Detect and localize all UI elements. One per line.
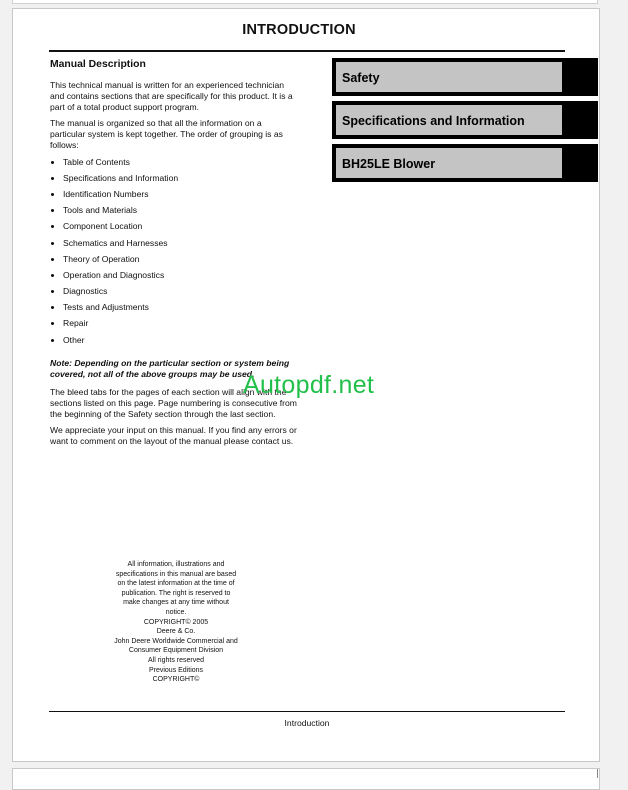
- tab-label: Specifications and Information: [342, 114, 525, 128]
- list-item: Component Location: [50, 221, 298, 237]
- copyright-line: Consumer Equipment Division: [128, 647, 224, 655]
- list-item: Diagnostics: [50, 286, 298, 302]
- list-item: Tools and Materials: [50, 205, 298, 221]
- copyright-line: make changes at any time without: [123, 599, 229, 607]
- feedback-paragraph: We appreciate your input on this manual. If you find any errors or want to comment on the layout of the manual please contact us.: [50, 425, 297, 447]
- copyright-line: specifications in this manual are based: [115, 570, 237, 578]
- copyright-line: publication. The right is reserved to: [121, 589, 231, 597]
- tab-label: Safety: [342, 71, 380, 85]
- tab-specifications-and-information[interactable]: [332, 101, 598, 139]
- list-item: Identification Numbers: [50, 189, 298, 205]
- page-title: INTRODUCTION: [242, 22, 356, 38]
- title-rule: [49, 50, 565, 52]
- list-item: Tests and Adjustments: [50, 302, 298, 318]
- page-gutter: [600, 12, 628, 752]
- copyright-line: notice.: [165, 608, 187, 616]
- copyright-line: COPYRIGHT© 2005: [143, 618, 209, 626]
- bleed-tabs-paragraph: The bleed tabs for the pages of each section will align with the sections listed on this page. Page numbering is consecutive from the beginning of the Safety section through the last section.: [50, 387, 297, 420]
- copyright-line: Deere & Co.: [156, 628, 196, 636]
- list-item: Specifications and Information: [50, 173, 298, 189]
- group-list: [50, 157, 298, 351]
- list-item: Other: [50, 335, 298, 351]
- list-item: Repair: [50, 318, 298, 334]
- copyright-line: John Deere Worldwide Commercial and: [114, 637, 238, 645]
- list-item: Table of Contents: [50, 157, 298, 173]
- tab-safety[interactable]: [332, 58, 598, 96]
- note-paragraph: Note: Depending on the particular section or system being covered, not all of the above groups may be used.: [50, 357, 290, 379]
- copyright-line: All information, illustrations and: [127, 561, 225, 568]
- tab-label: BH25LE Blower: [342, 157, 436, 171]
- list-item: Theory of Operation: [50, 254, 298, 270]
- copyright-notice: [100, 560, 252, 685]
- grouping-paragraph: The manual is organized so that all the information on a particular system is kept together. The order of grouping is as follows:: [50, 118, 283, 151]
- section-heading: Manual Description: [50, 59, 146, 70]
- list-item: Schematics and Harnesses: [50, 238, 298, 254]
- page-footer: Introduction: [284, 718, 330, 728]
- list-item: Operation and Diagnostics: [50, 270, 298, 286]
- copyright-line: on the latest information at the time of: [117, 580, 235, 588]
- intro-paragraph: This technical manual is written for an experienced technician and contains sections that are specifically for this product. It is a part of a total product support program.: [50, 80, 293, 113]
- page-divider-tick: [597, 769, 598, 778]
- tab-bh25le-blower[interactable]: [332, 144, 598, 182]
- copyright-line: All rights reserved: [147, 656, 205, 664]
- watermark: Autopdf.net: [243, 371, 375, 399]
- copyright-line: COPYRIGHT©: [152, 676, 200, 684]
- copyright-line: Previous Editions: [148, 666, 204, 674]
- footer-rule: [49, 711, 565, 712]
- next-page-edge: [12, 768, 600, 790]
- previous-page-edge: [12, 0, 598, 4]
